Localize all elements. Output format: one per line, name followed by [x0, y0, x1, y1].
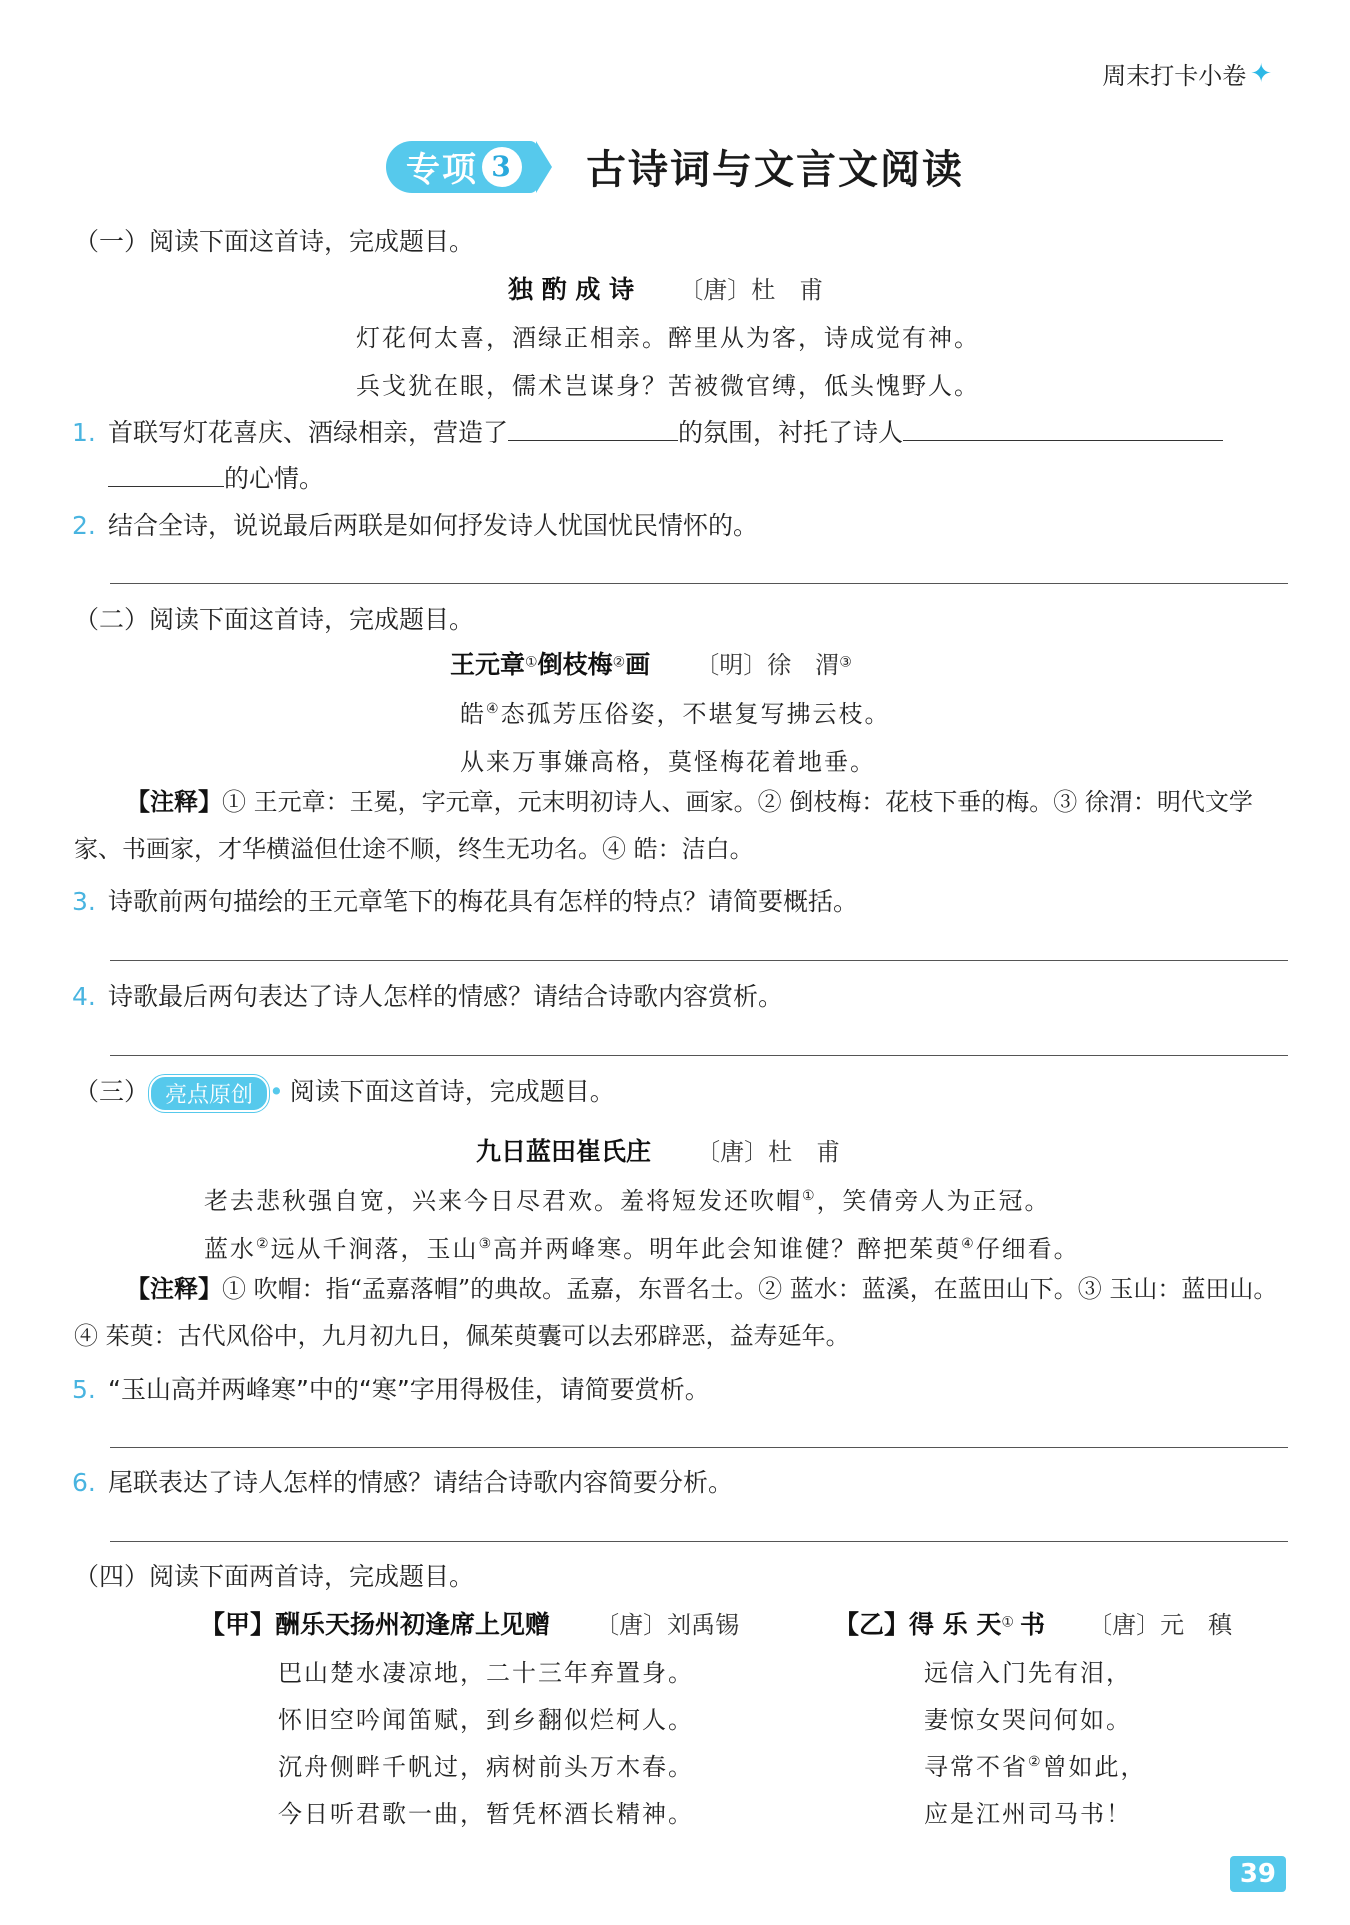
poem-1-author: 〔唐〕杜 甫	[679, 276, 824, 304]
question-6-number: 6.	[72, 1468, 96, 1497]
poem-3-title: 九日蓝田崔氏庄	[476, 1137, 652, 1166]
section-3-note: 【注释】① 吹帽：指“孟嘉落帽”的典故。孟嘉，东晋名士。② 蓝水：蓝溪，在蓝田山下。③ 玉山：蓝田山。④ 茱萸：古代风俗中，九月初九日，佩茱萸囊可以去邪辟恶，益寿延年。	[74, 1275, 1278, 1350]
poem-yi-line-3: 寻常不省②曾如此，	[924, 1753, 1147, 1781]
question-5-number: 5.	[72, 1375, 96, 1404]
section-2-heading: （二）阅读下面这首诗，完成题目。	[74, 605, 475, 634]
note-label-3: 【注释】	[126, 1275, 222, 1303]
poem-jia-header	[200, 1605, 739, 1641]
question-2-answer-line[interactable]	[110, 583, 1288, 584]
worksheet-tag	[1102, 56, 1272, 91]
original-badge: 亮点原创	[149, 1075, 269, 1112]
section-2-poem-header: 王元章①倒枝梅②画 〔明〕徐 渭③	[450, 650, 852, 679]
question-5: 5. “玉山高并两峰寒”中的“寒”字用得极佳，请简要赏析。	[72, 1375, 710, 1404]
poem-1-title: 独 酌 成 诗	[508, 275, 635, 304]
question-1-blank-2[interactable]	[903, 420, 1223, 441]
poem-jia-title: 【甲】酬乐天扬州初逢席上见赠	[200, 1610, 551, 1639]
poem-jia-line-4: 今日听君歌一曲，暂凭杯酒长精神。	[278, 1800, 694, 1828]
question-4: 4. 诗歌最后两句表达了诗人怎样的情感？请结合诗歌内容赏析。	[72, 982, 784, 1011]
question-3: 3. 诗歌前两句描绘的王元章笔下的梅花具有怎样的特点？请简要概括。	[72, 887, 859, 916]
section-4-heading: （四）阅读下面两首诗，完成题目。	[74, 1562, 475, 1591]
poem-1-line-1: 灯花何太喜，酒绿正相亲。醉里从为客，诗成觉有神。	[356, 324, 980, 352]
poem-yi-header: 【乙】得 乐 天① 书 〔唐〕元 稹	[834, 1610, 1233, 1639]
question-1-blank-1[interactable]	[508, 420, 678, 441]
sparkle-icon: ✦	[1250, 58, 1272, 89]
section-2-note: 【注释】① 王元章：王冕，字元章，元末明初诗人、画家。② 倒枝梅：花枝下垂的梅。③ 徐渭：明代文学家、书画家，才华横溢但仕途不顺，终生无功名。④ 皓：洁白。	[74, 788, 1253, 863]
question-3-answer-line[interactable]	[110, 960, 1288, 961]
section-3-heading: （三） 亮点原创 • 阅读下面这首诗，完成题目。	[74, 1072, 615, 1112]
poem-2-line-2: 从来万事嫌高格，莫怪梅花着地垂。	[460, 748, 876, 776]
poem-3-line-2: 蓝水②远从千涧落，玉山③高并两峰寒。明年此会知谁健？醉把茱萸④仔细看。	[204, 1235, 1080, 1263]
poem-yi-line-1: 远信入门先有泪，	[924, 1659, 1132, 1687]
poem-2-line-1: 皓④态孤芳压俗姿，不堪复写拂云枝。	[460, 700, 891, 728]
question-1-number: 1.	[72, 418, 96, 447]
page-title	[0, 138, 1350, 195]
badge-arrow-icon	[536, 141, 552, 193]
question-3-number: 3.	[72, 887, 96, 916]
poem-yi-line-2: 妻惊女哭问何如。	[924, 1706, 1132, 1734]
worksheet-tag-label: 周末打卡小卷	[1102, 62, 1247, 90]
poem-jia-line-1: 巴山楚水凄凉地，二十三年弃置身。	[278, 1659, 694, 1687]
section-3-poem-header	[476, 1132, 840, 1168]
question-4-number: 4.	[72, 982, 96, 1011]
note-label: 【注释】	[126, 788, 222, 816]
section-1-heading: （一）阅读下面这首诗，完成题目。	[74, 227, 475, 256]
section-1-poem-header	[508, 270, 823, 306]
question-2-number: 2.	[72, 511, 96, 540]
poem-1-line-2: 兵戈犹在眼，儒术岂谋身？苦被微官缚，低头愧野人。	[356, 372, 980, 400]
poem-yi-line-4: 应是江州司马书！	[924, 1800, 1132, 1828]
topic-badge	[386, 141, 552, 193]
question-6-answer-line[interactable]	[110, 1541, 1288, 1542]
question-2: 2. 结合全诗，说说最后两联是如何抒发诗人忧国忧民情怀的。	[72, 511, 759, 540]
question-4-answer-line[interactable]	[110, 1055, 1288, 1056]
poem-yi-author: 〔唐〕元 稹	[1088, 1611, 1233, 1639]
topic-badge-number: 3	[482, 147, 522, 187]
question-1-continued: 的心情。	[108, 459, 324, 495]
poem-jia-line-2: 怀旧空吟闻笛赋，到乡翻似烂柯人。	[278, 1706, 694, 1734]
poem-jia-author: 〔唐〕刘禹锡	[595, 1611, 740, 1639]
poem-jia-line-3: 沉舟侧畔千帆过，病树前头万木春。	[278, 1753, 694, 1781]
question-1-blank-2-cont[interactable]	[108, 466, 224, 487]
poem-2-author: 〔明〕徐 渭	[695, 651, 840, 679]
question-5-answer-line[interactable]	[110, 1447, 1288, 1448]
main-title: 古诗词与文言文阅读	[586, 146, 964, 193]
question-6: 6. 尾联表达了诗人怎样的情感？请结合诗歌内容简要分析。	[72, 1468, 734, 1497]
question-1: 1. 首联写灯花喜庆、酒绿相亲，营造了 的氛围，衬托了诗人	[72, 413, 1223, 449]
poem-3-author: 〔唐〕杜 甫	[696, 1138, 841, 1166]
page-number: 39	[1230, 1856, 1286, 1892]
poem-3-line-1: 老去悲秋强自宽，兴来今日尽君欢。羞将短发还吹帽①，笑倩旁人为正冠。	[204, 1187, 1051, 1215]
topic-badge-label: 专项	[406, 150, 478, 190]
